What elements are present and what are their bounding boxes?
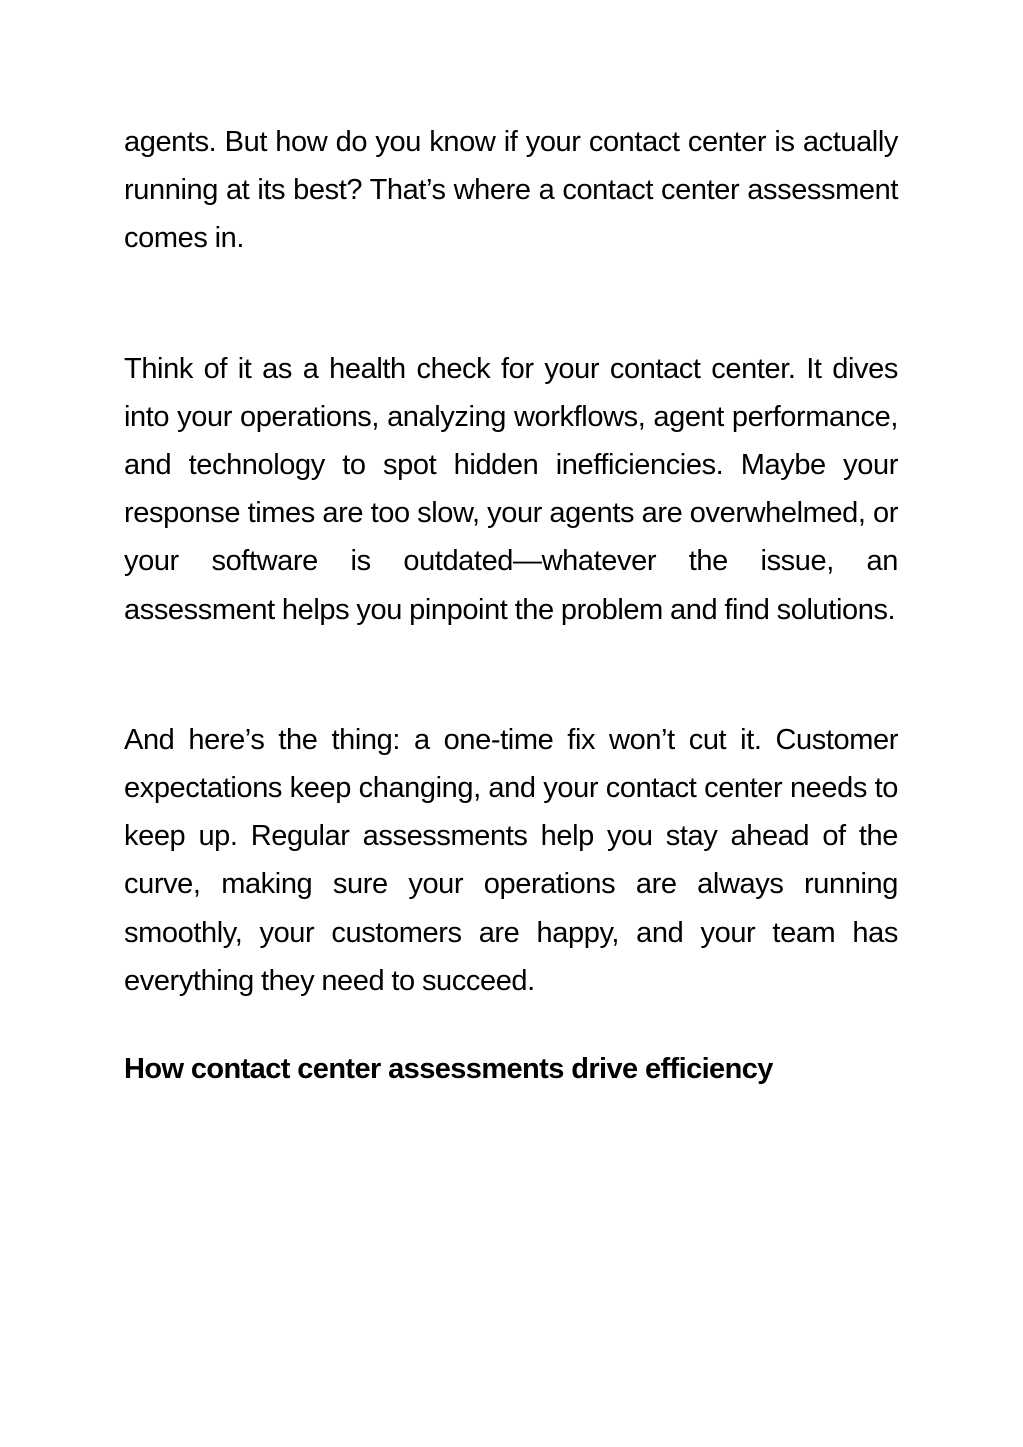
paragraph-intro: agents. But how do you know if your contact center is actually running at its best? That’s where a contact center assessment comes in. <box>124 126 898 255</box>
paragraph-regular-assessments: And here’s the thing: a one-time fix won’t cut it. Customer expectations keep changing, and your contact center needs to keep up. Regular assessments help you stay ahead of the curve, making sure your operations are always running smoothly, your customers are happy, and your team has everything they need to succeed. <box>124 723 898 997</box>
paragraph-health-check: Think of it as a health check for your contact center. It dives into your operations, analyzing workflows, agent performance, and technology to spot hidden inefficiencies. Maybe your response times are too slow, your agents are overwhelmed, or your software is outdated—whatever the issue, an assessment helps you pinpoint the problem and find solutions. <box>124 352 898 626</box>
document-page <box>124 118 898 1093</box>
section-heading: How contact center assessments drive efficiency <box>124 1053 773 1086</box>
